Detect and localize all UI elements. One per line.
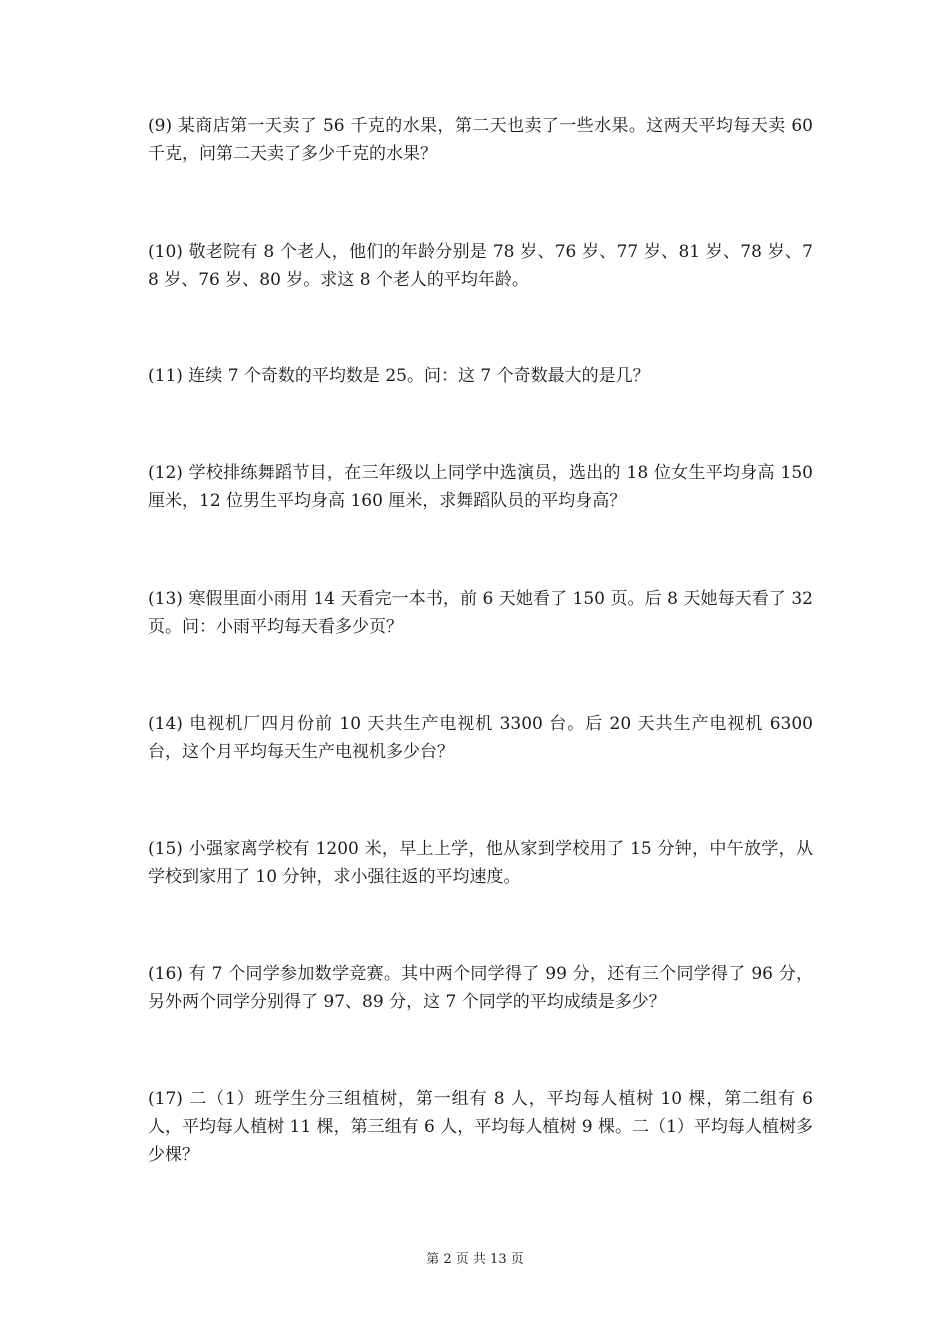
problem-10 [148,238,813,294]
problem-17 [148,1085,813,1169]
problem-text: 敬老院有 8 个老人，他们的年龄分别是 78 岁、76 岁、77 岁、81 岁、78 岁、78 岁、76 岁、80 岁。求这 8 个老人的平均年龄。 [148,242,813,290]
problem-15 [148,835,813,891]
problem-12 [148,459,813,515]
problem-label: (13) [148,589,183,609]
problem-text: 寒假里面小雨用 14 天看完一本书，前 6 天她看了 150 页。后 8 天她每天看了 32 页。问：小雨平均每天看多少页？ [148,589,813,637]
problem-text: 电视机厂四月份前 10 天共生产电视机 3300 台。后 20 天共生产电视机 6300 台，这个月平均每天生产电视机多少台？ [148,714,813,762]
problem-label: (12) [148,463,183,483]
problem-11 [148,362,813,390]
problem-label: (16) [148,964,183,984]
problem-text: 小强家离学校有 1200 米，早上上学，他从家到学校用了 15 分钟，中午放学，从学校到家用了 10 分钟，求小强往返的平均速度。 [148,839,813,887]
problem-14 [148,710,813,766]
problem-text: 某商店第一天卖了 56 千克的水果，第二天也卖了一些水果。这两天平均每天卖 60 千克，问第二天卖了多少千克的水果？ [148,116,813,164]
problem-label: (9) [148,116,173,136]
problem-label: (10) [148,242,183,262]
page-footer: 第 2 页 共 13 页 [426,1252,524,1267]
problem-9 [148,112,813,168]
problem-label: (17) [148,1089,183,1109]
problem-13 [148,585,813,641]
problem-text: 二（1）班学生分三组植树，第一组有 8 人，平均每人植树 10 棵，第二组有 6 人，平均每人植树 11 棵，第三组有 6 人，平均每人植树 9 棵。二（1）平均每人植树多少棵？ [148,1089,813,1165]
problem-text: 学校排练舞蹈节目，在三年级以上同学中选演员，选出的 18 位女生平均身高 150 厘米，12 位男生平均身高 160 厘米，求舞蹈队员的平均身高？ [148,463,813,511]
problem-label: (11) [148,366,183,386]
problem-label: (14) [148,714,183,734]
problem-text: 连续 7 个奇数的平均数是 25。问：这 7 个奇数最大的是几？ [182,366,650,386]
problem-16 [148,960,813,1016]
problem-text: 有 7 个同学参加数学竞赛。其中两个同学得了 99 分，还有三个同学得了 96 分，另外两个同学分别得了 97、89 分，这 7 个同学的平均成绩是多少？ [148,964,813,1012]
problem-label: (15) [148,839,183,859]
